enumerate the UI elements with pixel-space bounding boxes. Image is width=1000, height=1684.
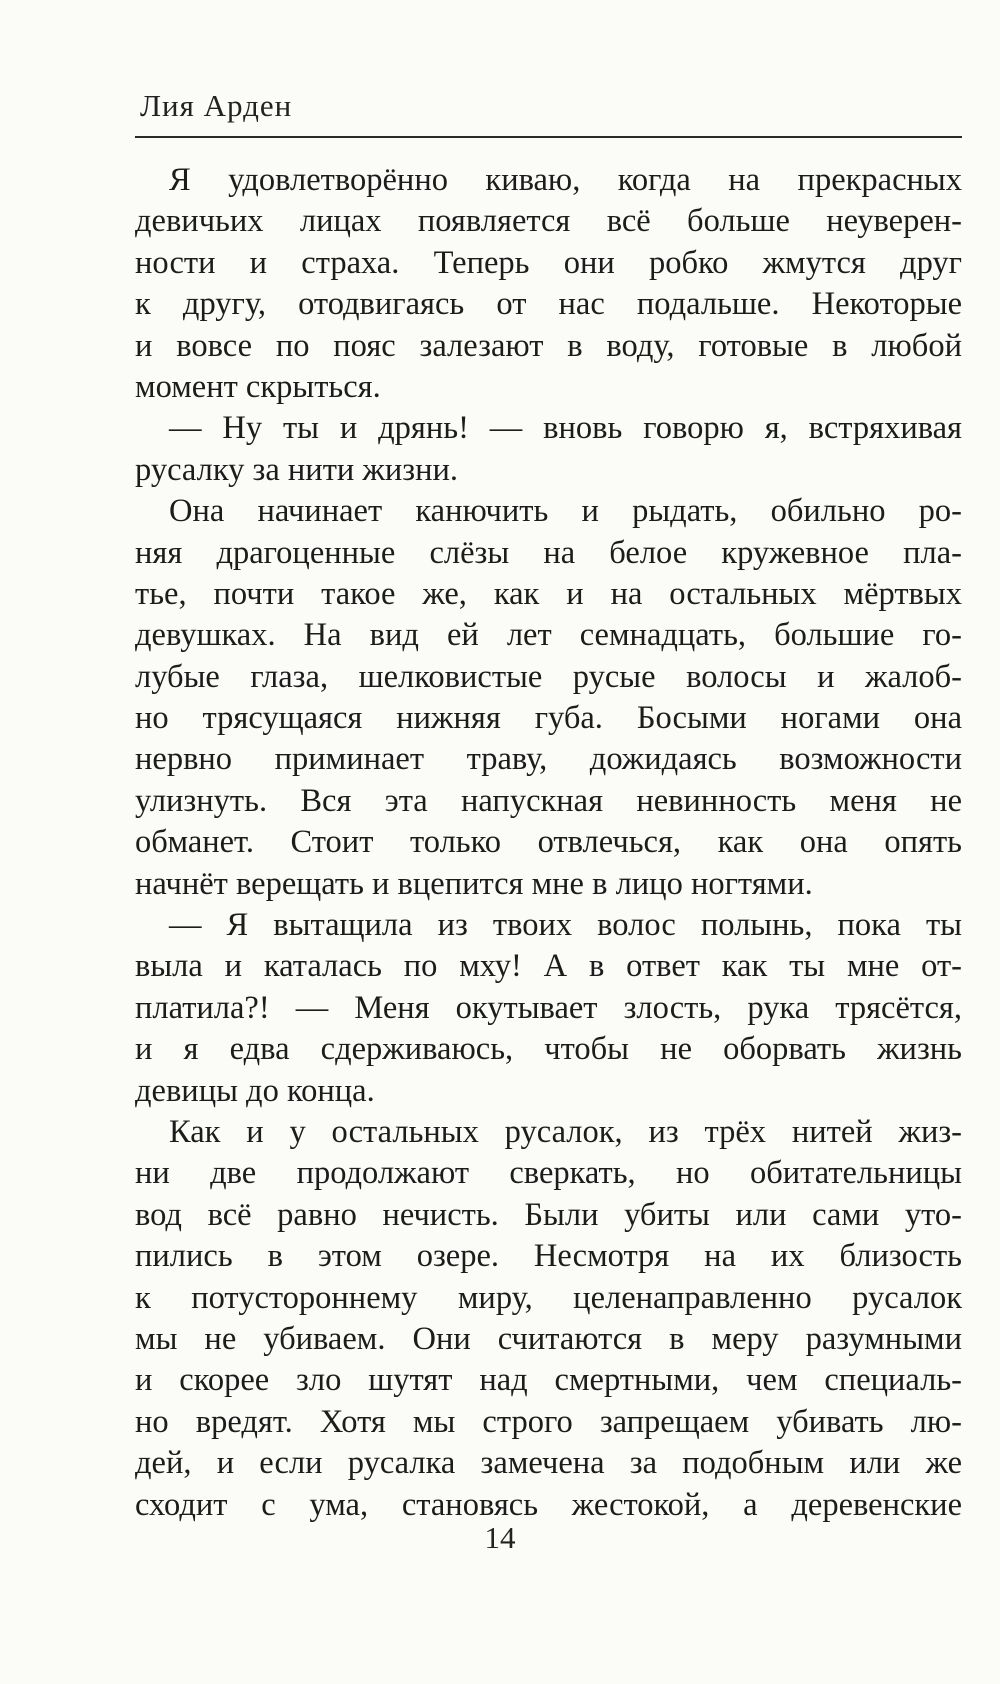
header-rule — [135, 136, 962, 138]
text-line: девичьих лицах появляется всё больше неуверен- — [135, 203, 962, 240]
text-line: момент скрыться. — [135, 368, 381, 405]
text-line: выла и каталась по мху! А в ответ как ты мне от- — [135, 948, 962, 985]
running-head-author: Лия Арден — [140, 88, 293, 123]
text-line: и вовсе по пояс залезают в воду, готовые в любой — [135, 327, 962, 364]
text-line: улизнуть. Вся эта напускная невинность меня не — [135, 782, 962, 819]
body-text — [135, 160, 962, 1526]
text-line: вод всё равно нечисть. Были убиты или сами уто- — [135, 1196, 962, 1233]
text-line: обманет. Стоит только отвлечься, как она опять — [135, 824, 962, 861]
text-line: пились в этом озере. Несмотря на их близость — [135, 1238, 962, 1275]
text-line: Она начинает канючить и рыдать, обильно ро- — [169, 493, 962, 530]
text-line: девицы до конца. — [135, 1072, 375, 1109]
text-line: лубые глаза, шелковистые русые волосы и жалоб- — [135, 658, 962, 695]
text-line: дей, и если русалка замечена за подобным или же — [135, 1445, 962, 1482]
text-line: и я едва сдерживаюсь, чтобы не оборвать жизнь — [135, 1031, 962, 1068]
text-line: нервно приминает траву, дожидаясь возможности — [135, 741, 962, 778]
text-line: мы не убиваем. Они считаются в меру разумными — [135, 1320, 962, 1357]
page-number: 14 — [484, 1520, 516, 1555]
text-line: ни две продолжают сверкать, но обитательницы — [135, 1155, 962, 1192]
text-line: Я удовлетворённо киваю, когда на прекрасных — [169, 162, 962, 198]
text-line: платила?! — Меня окутывает злость, рука трясётся, — [135, 989, 962, 1026]
text-line: Как и у остальных русалок, из трёх нитей жиз- — [169, 1113, 962, 1150]
text-line: но трясущаяся нижняя губа. Босыми ногами она — [135, 700, 962, 737]
text-line: но вредят. Хотя мы строго запрещаем убивать лю- — [135, 1403, 962, 1440]
text-line: — Я вытащила из твоих волос полынь, пока ты — [169, 907, 962, 944]
text-line: тье, почти такое же, как и на остальных мёртвых — [135, 575, 962, 612]
text-line: к потустороннему миру, целенаправленно русалок — [135, 1279, 962, 1316]
text-line: няя драгоценные слёзы на белое кружевное пла- — [135, 534, 962, 571]
text-line: русалку за нити жизни. — [135, 451, 459, 488]
text-line: сходит с ума, становясь жестокой, а деревенские — [135, 1486, 962, 1523]
text-line: начнёт верещать и вцепится мне в лицо ногтями. — [135, 865, 813, 902]
text-line: девушках. На вид ей лет семнадцать, большие го- — [135, 617, 962, 654]
text-line: к другу, отодвигаясь от нас подальше. Некоторые — [135, 286, 962, 323]
text-line: ности и страха. Теперь они робко жмутся друг — [135, 244, 962, 281]
text-line: — Ну ты и дрянь! — вновь говорю я, встряхивая — [169, 410, 962, 447]
text-line: и скорее зло шутят над смертными, чем специаль- — [135, 1362, 962, 1399]
